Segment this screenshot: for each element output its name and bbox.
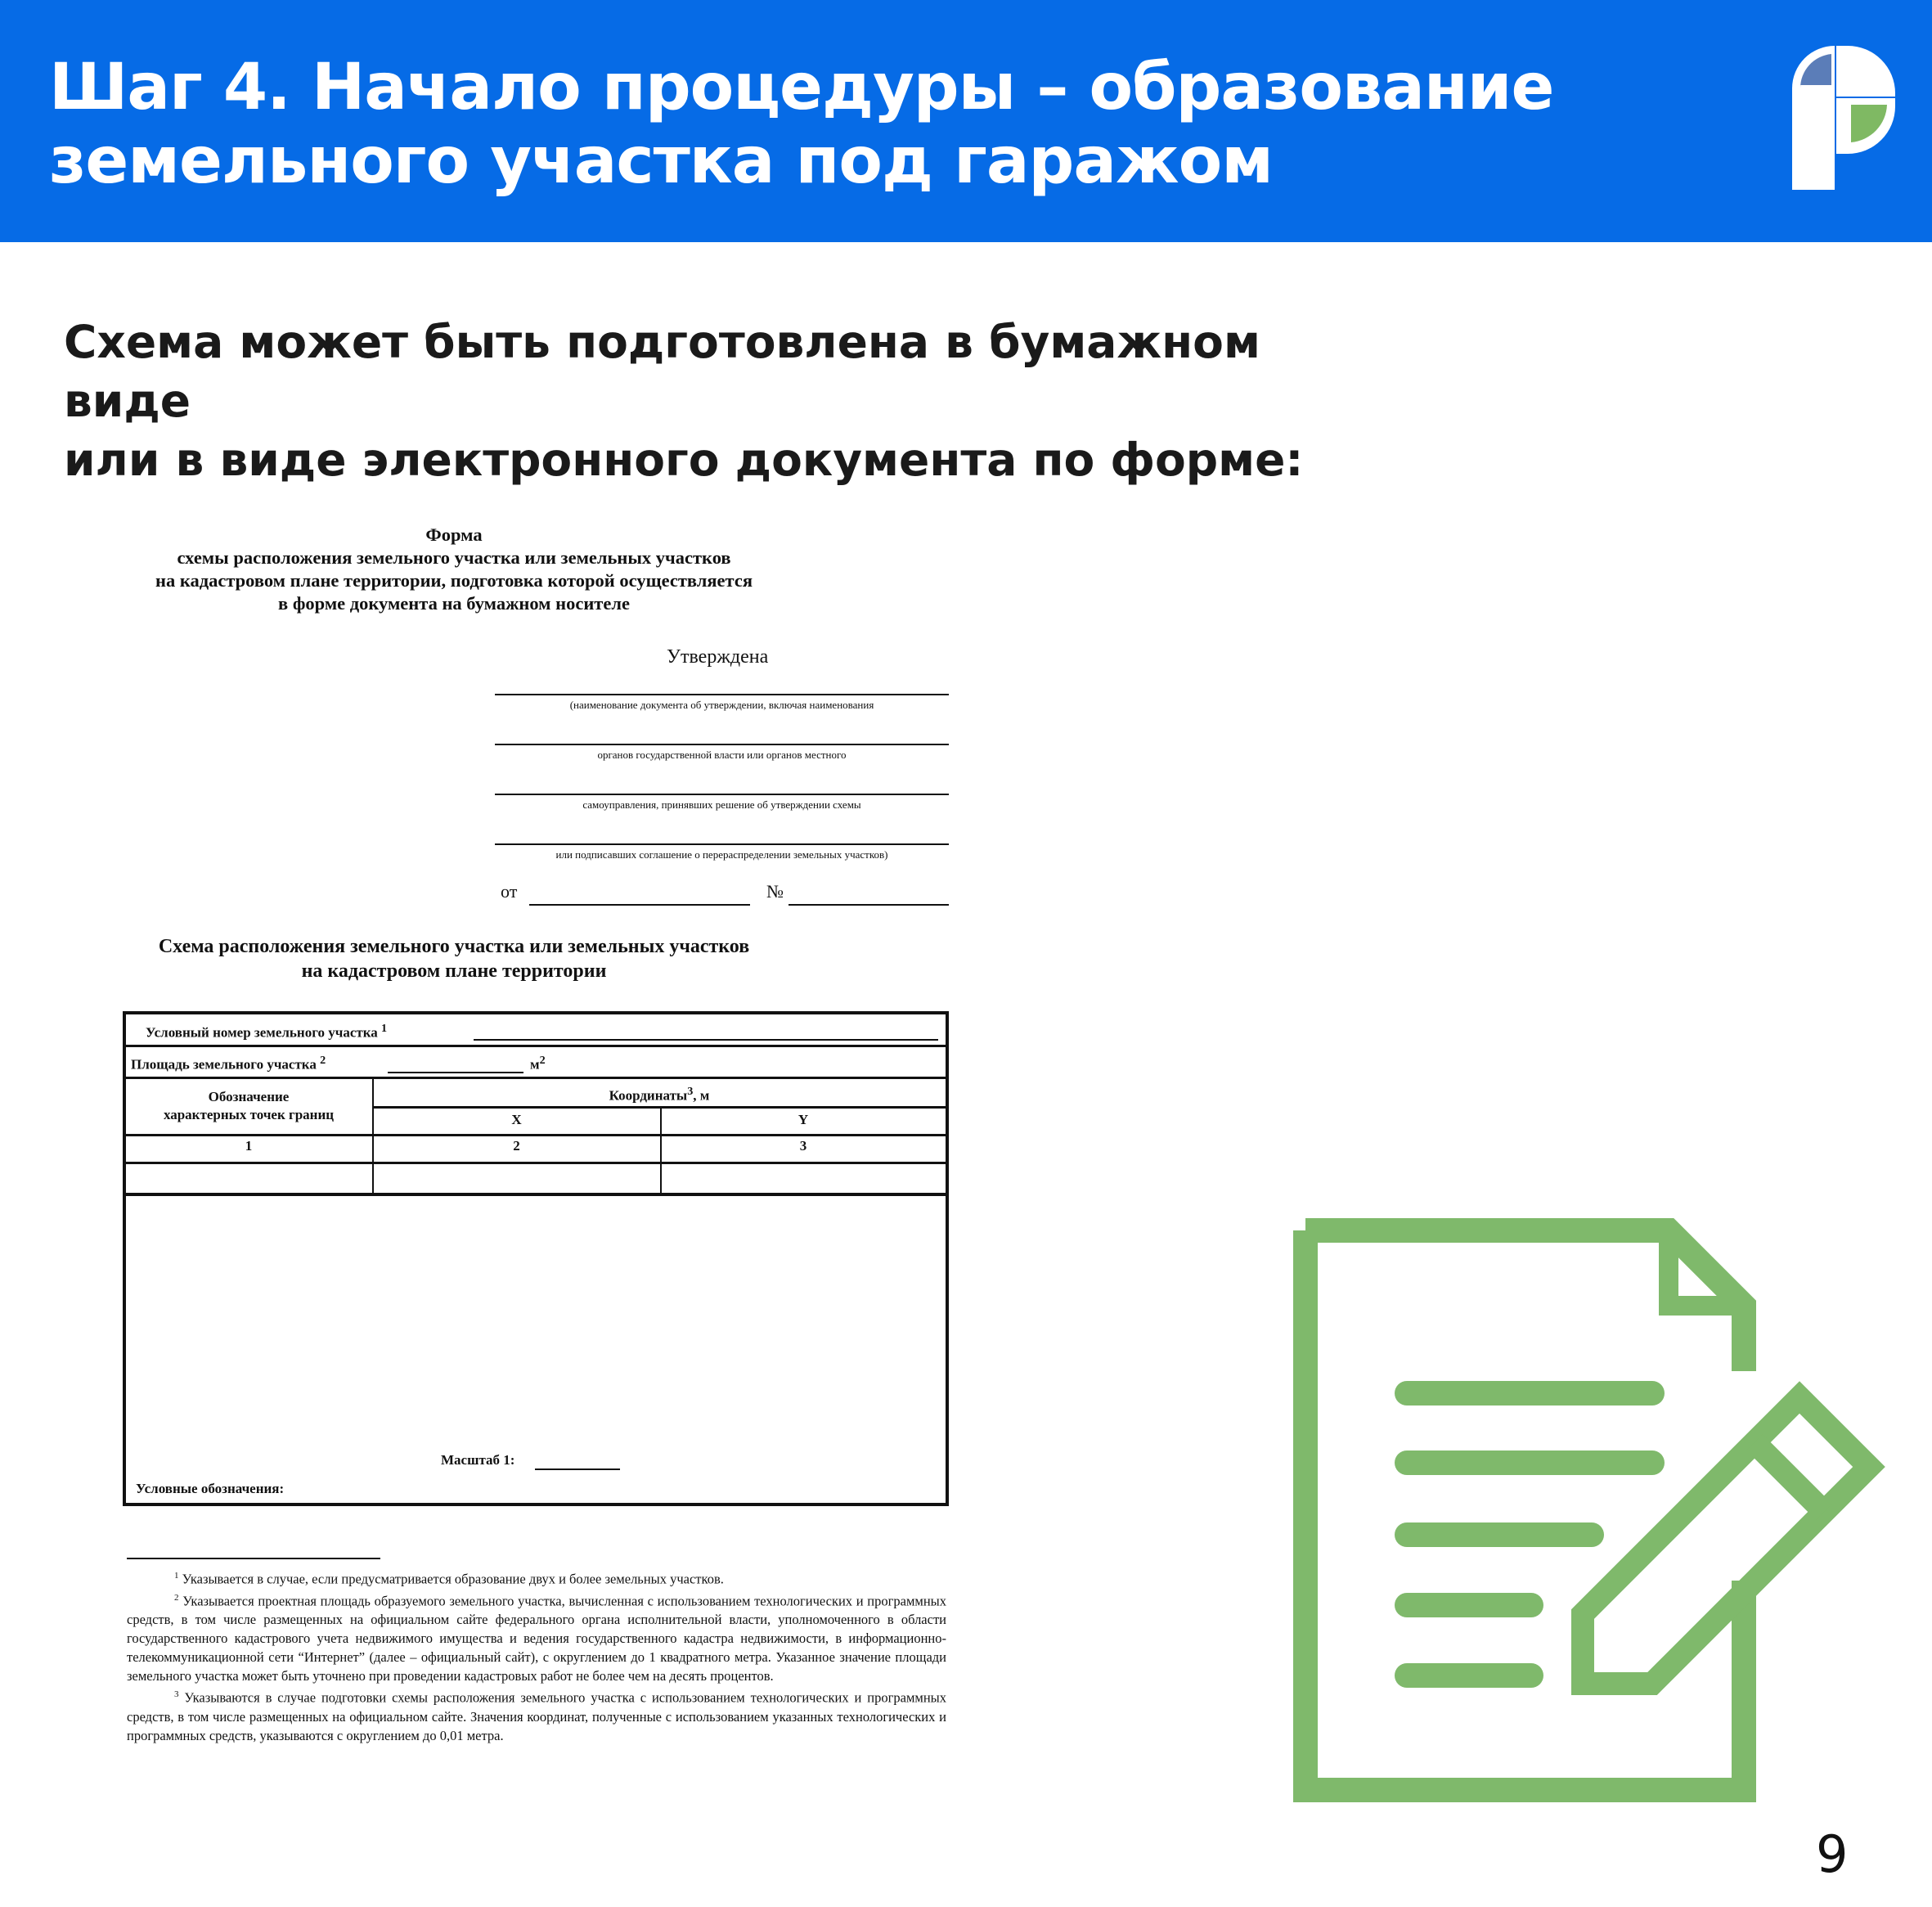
scale-label: Масштаб 1:	[441, 1452, 515, 1468]
footnote-ref: 2	[320, 1054, 326, 1067]
scheme-table	[123, 1011, 949, 1506]
scheme-title-line-1: Схема расположения земельного участка или земельных участков	[158, 936, 750, 957]
area-label	[131, 1051, 326, 1074]
col-number: 1	[245, 1138, 253, 1154]
approval-row	[495, 744, 949, 794]
footnote-ref: 3	[174, 1689, 179, 1699]
scheme-title	[123, 934, 785, 983]
footnote-separator	[127, 1558, 380, 1559]
scheme-form-document	[123, 524, 949, 1800]
approval-caption: или подписавших соглашение о перераспределении земельных участков)	[555, 848, 888, 861]
scheme-title-line-2: на кадастровом плане территории	[301, 960, 607, 982]
conditional-number-line	[474, 1039, 938, 1041]
footnote-ref: 2	[174, 1592, 179, 1603]
scale-line	[535, 1468, 620, 1470]
approved-label: Утверждена	[667, 646, 769, 668]
coords-header-text: Координаты	[609, 1087, 688, 1104]
page-title	[49, 51, 1603, 198]
conditional-number-text: Условный номер земельного участка	[146, 1024, 378, 1041]
page-title-line-2: земельного участка под гаражом	[49, 124, 1273, 198]
date-line	[529, 904, 750, 906]
footnote-ref: 3	[687, 1085, 694, 1098]
footnote	[127, 1589, 946, 1686]
rosreestr-logo-icon	[1786, 41, 1900, 196]
footnotes	[127, 1567, 946, 1745]
date-label: от	[501, 881, 518, 902]
coords-header	[373, 1082, 946, 1105]
date-number-row	[501, 881, 949, 906]
footnote	[127, 1685, 946, 1745]
page-number: 9	[1816, 1824, 1849, 1884]
approval-block	[495, 694, 949, 893]
legend-label: Условные обозначения:	[136, 1481, 285, 1496]
col-x-header: X	[511, 1112, 522, 1127]
approval-caption: (наименование документа об утверждении, включая наименования	[569, 699, 874, 711]
signature-line	[495, 744, 949, 745]
area-label-text: Площадь земельного участка	[131, 1056, 317, 1073]
table-row-divider	[126, 1162, 946, 1164]
footnote-text: Указывается в случае, если предусматривается образование двух и более земельных участков.	[182, 1571, 724, 1587]
number-line	[789, 904, 949, 906]
area-unit	[530, 1051, 546, 1074]
footnote-text: Указывается проектная площадь образуемого земельного участка, вычисленная с использованием технологических и программных средств, в том числе размещенных на официальном сайте федерального органа исполнительной власти, уполномоченного в области государственного кадастрового учета недвижимого имущества и ведения государственного кадастра недвижимости, в информационно-телекоммуникационной сети “Интернет” (далее – официальный сайт), с округлением до 1 квадратного метра. Указанное значение площади земельного участка может быть уточнено при проведении кадастровых работ не более чем на десять процентов.	[127, 1593, 947, 1684]
table-row-divider	[126, 1193, 946, 1196]
header-banner	[0, 0, 1932, 242]
number-label: №	[766, 881, 784, 902]
form-title-line: Форма	[425, 524, 483, 545]
footnote-ref: 1	[174, 1571, 179, 1581]
table-row-divider	[373, 1106, 946, 1109]
signature-line	[495, 794, 949, 795]
points-header	[126, 1088, 371, 1124]
points-header-line-1: Обозначение	[208, 1089, 290, 1104]
footnote-ref: 1	[381, 1022, 388, 1035]
area-unit-text: м	[530, 1056, 540, 1073]
area-unit-sup: 2	[539, 1054, 546, 1067]
approval-caption: органов государственной власти или органов местного	[597, 749, 847, 761]
signature-line	[495, 694, 949, 695]
approval-caption: самоуправления, принявших решение об утверждении схемы	[582, 798, 861, 811]
approval-row	[495, 694, 949, 744]
table-row-divider	[126, 1134, 946, 1136]
form-title	[123, 524, 785, 615]
signature-line	[495, 843, 949, 845]
conditional-number-label	[146, 1019, 387, 1042]
approval-row	[495, 794, 949, 843]
table-row-divider	[126, 1077, 946, 1079]
form-title-line: схемы расположения земельного участка или земельных участков	[177, 547, 731, 568]
points-header-line-2: характерных точек границ	[163, 1107, 335, 1122]
subtitle	[64, 313, 1373, 489]
form-title-line: на кадастровом плане территории, подготовка которой осуществляется	[155, 570, 753, 591]
subtitle-line-2: или в виде электронного документа по форме:	[64, 434, 1304, 486]
form-title-line: в форме документа на бумажном носителе	[278, 593, 630, 614]
footnote	[127, 1567, 946, 1589]
col-number: 2	[513, 1138, 520, 1154]
subtitle-line-1: Схема может быть подготовлена в бумажном виде	[64, 316, 1260, 427]
page-title-line-1: Шаг 4. Начало процедуры – образование	[49, 51, 1554, 124]
table-row-divider	[126, 1045, 946, 1047]
col-y-header: Y	[798, 1112, 809, 1127]
coords-unit: , м	[693, 1087, 710, 1104]
footnote-text: Указываются в случае подготовки схемы расположения земельного участка с использованием технологических и программных средств, в том числе размещенных на официальном сайте. Значения координат, полученные с использованием указанных технологических и программных средств, указываются с округлением до 0,01 метра.	[127, 1689, 947, 1743]
area-line	[388, 1072, 523, 1073]
document-edit-icon	[1292, 1217, 1889, 1806]
col-number: 3	[799, 1138, 807, 1154]
